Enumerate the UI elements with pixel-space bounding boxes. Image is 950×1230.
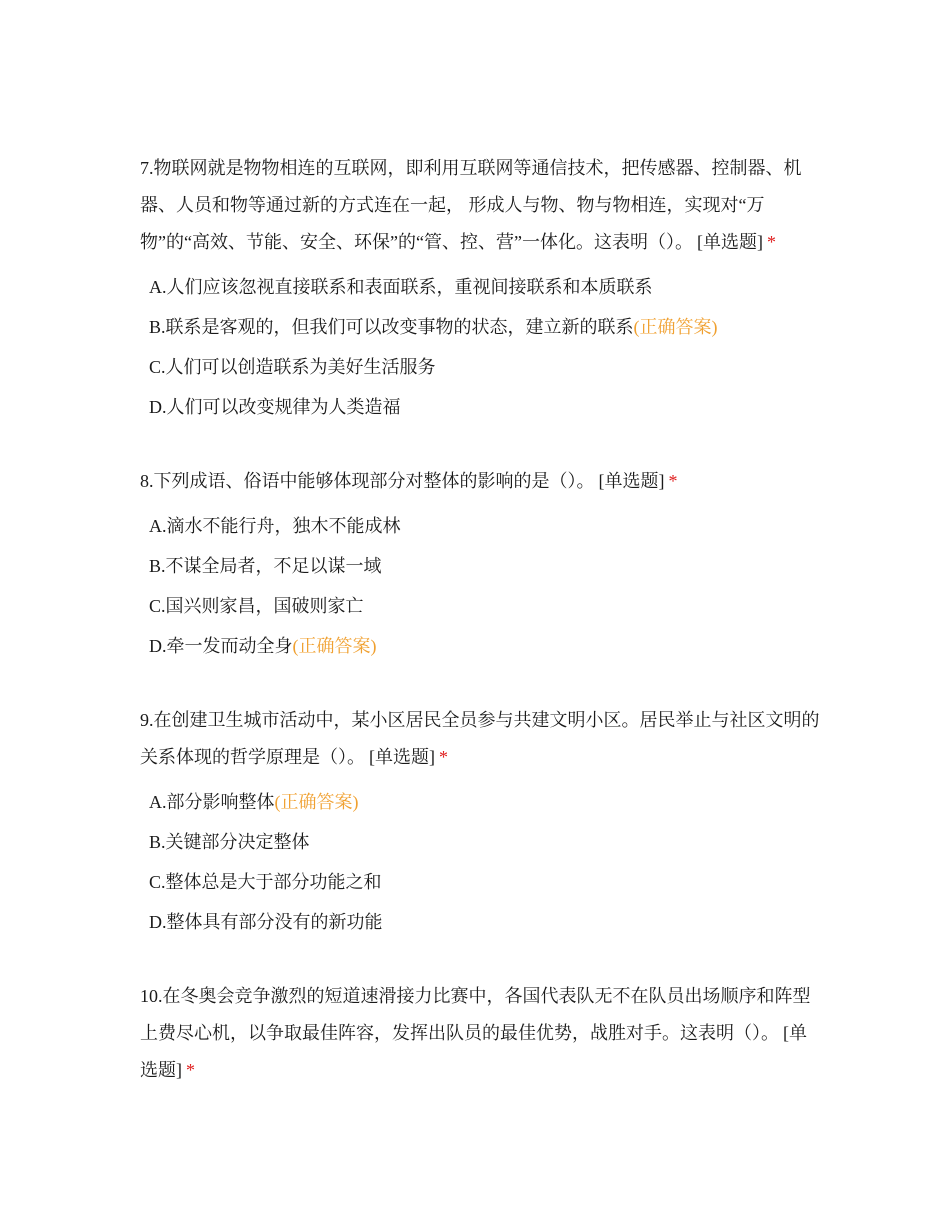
question-9 — [140, 702, 820, 942]
option-list — [140, 506, 820, 666]
option-d[interactable]: D.人们可以改变规律为人类造福 — [149, 397, 401, 417]
correct-answer-tag: (正确答案) — [633, 317, 718, 337]
option-a[interactable]: A.人们应该忽视直接联系和表面联系，重视间接联系和本质联系 — [149, 277, 653, 297]
question-8 — [140, 463, 820, 666]
question-text: 10.在冬奥会竞争激烈的短道速滑接力比赛中，各国代表队无不在队员出场顺序和阵型上费尽心机，以争取最佳阵容，发挥出队员的最佳优势，战胜对手。这表明（）。 [单选题] * — [140, 986, 811, 1080]
required-marker: * — [766, 232, 776, 252]
question-10 — [140, 978, 820, 1089]
question-text: 9.在创建卫生城市活动中，某小区居民全员参与共建文明小区。居民举止与社区文明的关系体现的哲学原理是（）。 [单选题] * — [140, 710, 820, 767]
required-marker: * — [668, 471, 678, 491]
question-list — [140, 150, 820, 1125]
option-b[interactable]: B.关键部分决定整体 — [149, 832, 310, 852]
option-b[interactable]: B.联系是客观的，但我们可以改变事物的状态，建立新的联系(正确答案) — [149, 317, 718, 337]
correct-answer-tag: (正确答案) — [292, 636, 377, 656]
question-type: [单选题] — [696, 232, 763, 252]
question-text: 7.物联网就是物物相连的互联网，即利用互联网等通信技术，把传感器、控制器、机器、人员和物等通过新的方式连在一起， 形成人与物、物与物相连，实现对“万物”的“高效、节能、安全、环保”的“管、控、营”一体化。这表明（）。 [单选题] * — [140, 158, 802, 252]
correct-answer-tag: (正确答案) — [274, 792, 359, 812]
question-text: 8.下列成语、俗语中能够体现部分对整体的影响的是（）。 [单选题] * — [140, 471, 678, 491]
option-d[interactable]: D.整体具有部分没有的新功能 — [149, 912, 383, 932]
question-type: [单选题] — [598, 471, 665, 491]
option-a[interactable]: A.部分影响整体(正确答案) — [149, 792, 359, 812]
option-b[interactable]: B.不谋全局者，不足以谋一域 — [149, 556, 382, 576]
option-list — [140, 267, 820, 427]
required-marker: * — [186, 1060, 195, 1080]
option-a[interactable]: A.滴水不能行舟，独木不能成林 — [149, 516, 401, 536]
option-list — [140, 782, 820, 942]
option-c[interactable]: C.人们可以创造联系为美好生活服务 — [149, 357, 436, 377]
option-c[interactable]: C.整体总是大于部分功能之和 — [149, 872, 382, 892]
question-7 — [140, 150, 820, 427]
required-marker: * — [439, 747, 448, 767]
option-c[interactable]: C.国兴则家昌，国破则家亡 — [149, 596, 364, 616]
question-type: [单选题] — [369, 747, 435, 767]
option-d[interactable]: D.牵一发而动全身(正确答案) — [149, 636, 377, 656]
question-type: [单选题] — [140, 1023, 807, 1080]
